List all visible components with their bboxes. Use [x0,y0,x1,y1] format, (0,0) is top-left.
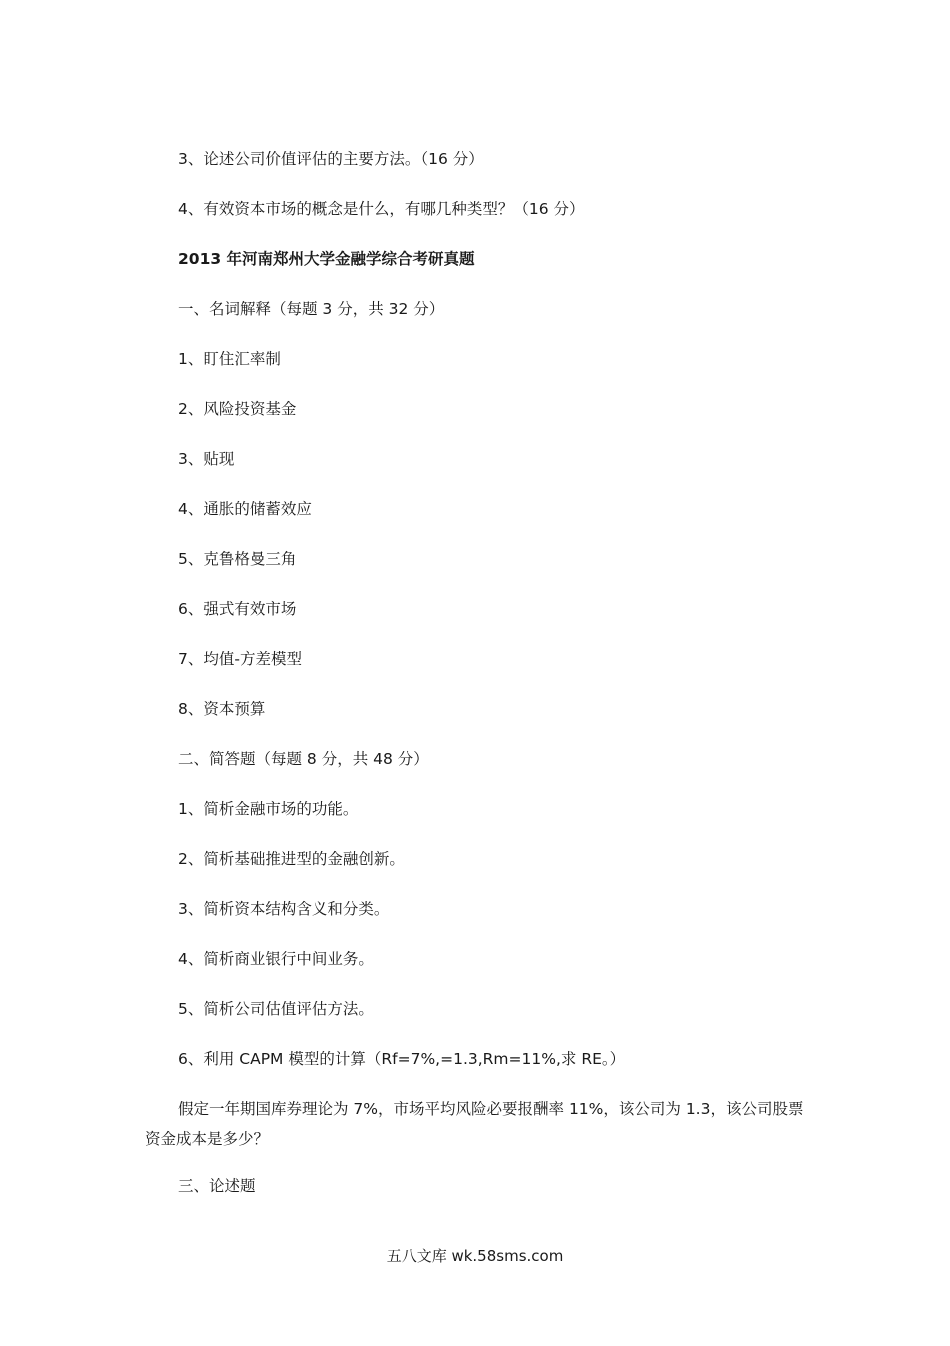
short-answer-item: 5、简析公司估值评估方法。 [178,1000,374,1018]
section-1-title: 一、名词解释（每题 3 分，共 32 分） [178,300,445,318]
short-answer-item: 1、简析金融市场的功能。 [178,800,359,818]
short-answer-item: 3、简析资本结构含义和分类。 [178,900,390,918]
footer-watermark: 五八文库 wk.58sms.com [386,1247,564,1265]
question-4-line: 4、有效资本市场的概念是什么，有哪几种类型？（16 分） [178,200,585,218]
term-item: 3、贴现 [178,450,235,468]
term-item: 8、资本预算 [178,700,266,718]
capm-problem-paragraph: 假定一年期国库券理论为 7%，市场平均风险必要报酬率 11%，该公司为 1.3，该公司股票资金成本是多少？ [145,1100,804,1148]
term-item: 7、均值-方差模型 [178,650,302,668]
question-3-line: 3、论述公司价值评估的主要方法。（16 分） [178,150,484,168]
short-answer-item: 6、利用 CAPM 模型的计算（Rf=7%,=1.3,Rm=11%,求 RE。） [178,1050,626,1068]
term-item: 2、风险投资基金 [178,400,297,418]
short-answer-item: 4、简析商业银行中间业务。 [178,950,374,968]
term-item: 6、强式有效市场 [178,600,297,618]
term-item: 1、盯住汇率制 [178,350,281,368]
exam-heading: 2013 年河南郑州大学金融学综合考研真题 [178,250,475,268]
section-2-title: 二、简答题（每题 8 分，共 48 分） [178,750,429,768]
short-answer-item: 2、简析基础推进型的金融创新。 [178,850,405,868]
section-3-title: 三、论述题 [178,1177,256,1195]
term-item: 5、克鲁格曼三角 [178,550,297,568]
term-item: 4、通胀的储蓄效应 [178,500,312,518]
